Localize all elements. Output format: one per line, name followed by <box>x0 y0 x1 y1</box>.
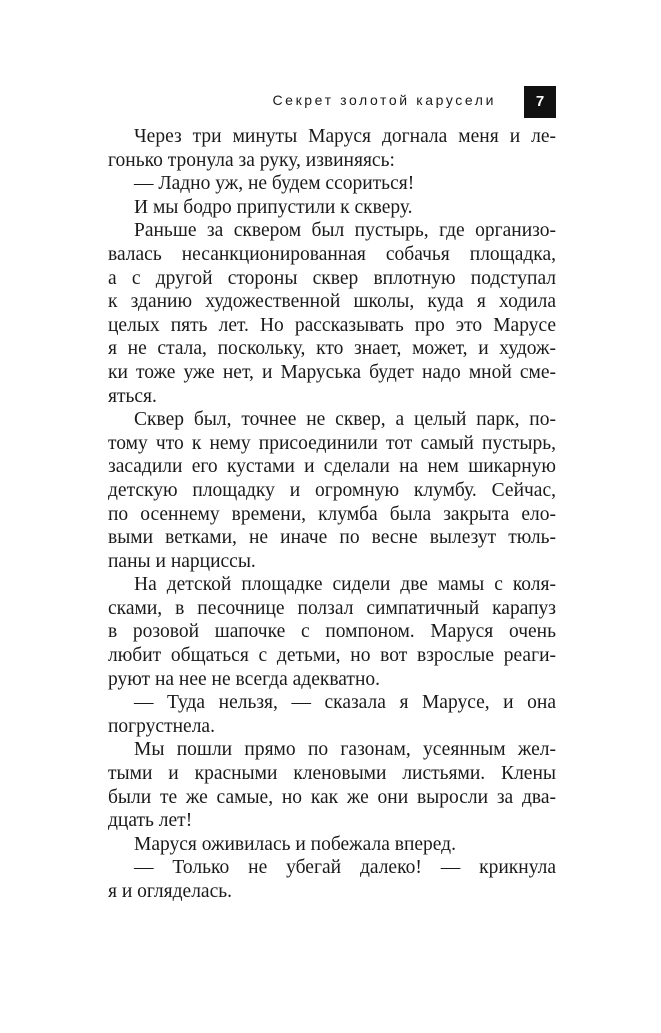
text-line: к зданию художественной школы, куда я ходила <box>108 291 556 313</box>
text-line: сками, в песочнице ползал симпатичный карапуз <box>108 597 556 619</box>
text-line: а с другой стороны сквер вплотную подступал <box>108 267 556 289</box>
text-line: детскую площадку и огромную клумбу. Сейчас, <box>108 479 556 501</box>
text-line: я и огляделась. <box>108 881 232 902</box>
text-line: были те же самые, но как же они выросли за два- <box>108 786 556 808</box>
text-line: погрустнела. <box>108 715 215 737</box>
text-line: любит общаться с детьми, но вот взрослые реаги- <box>108 645 556 667</box>
text-line: — Только не убегай далеко! — крикнула <box>134 857 556 879</box>
text-line: валась несанкционированная собачья площадка, <box>108 243 556 265</box>
text-line: гонько тронула за руку, извиняясь: <box>108 149 395 171</box>
text-line: выми ветками, не иначе по весне вылезут тюль- <box>108 527 556 549</box>
text-line: И мы бодро припустили к скверу. <box>134 196 413 218</box>
page-number: 7 <box>524 86 556 118</box>
text-line: Раньше за сквером был пустырь, где организо- <box>134 220 556 242</box>
text-line: в розовой шапочке с помпоном. Маруся очень <box>108 621 556 643</box>
text-line: засадили его кустами и сделали на нем шикарную <box>108 456 556 478</box>
text-line: по осеннему времени, клумба была закрыта ело- <box>108 503 556 525</box>
running-header <box>108 86 556 118</box>
text-line: Мы пошли прямо по газонам, усеянным жел- <box>134 739 556 761</box>
text-line: я не стала, поскольку, кто знает, может, и худож- <box>108 338 556 360</box>
text-line: Сквер был, точнее не сквер, а целый парк, по- <box>134 409 556 431</box>
text-line: руют на нее не всегда адекватно. <box>108 668 381 690</box>
text-line: На детской площадке сидели две мамы с коля- <box>134 574 556 596</box>
text-line: — Ладно уж, не будем ссориться! <box>134 173 415 195</box>
text-line: ки тоже уже нет, и Маруська будет надо мной сме- <box>108 361 556 383</box>
text-line: яться. <box>108 385 157 407</box>
running-title: Секрет золотой карусели <box>272 92 496 108</box>
body-text <box>108 125 556 904</box>
text-line: паны и нарциссы. <box>108 550 256 572</box>
text-line: тыми и красными кленовыми листьями. Клены <box>108 763 556 785</box>
text-line: целых пять лет. Но рассказывать про это Марусе <box>108 314 556 336</box>
text-line: Через три минуты Маруся догнала меня и ле- <box>134 126 556 147</box>
text-line: Маруся оживилась и побежала вперед. <box>134 833 456 855</box>
text-line: тому что к нему присоединили тот самый пустырь, <box>108 432 556 454</box>
text-line: — Туда нельзя, — сказала я Марусе, и она <box>134 692 556 714</box>
text-line: дцать лет! <box>108 810 193 832</box>
